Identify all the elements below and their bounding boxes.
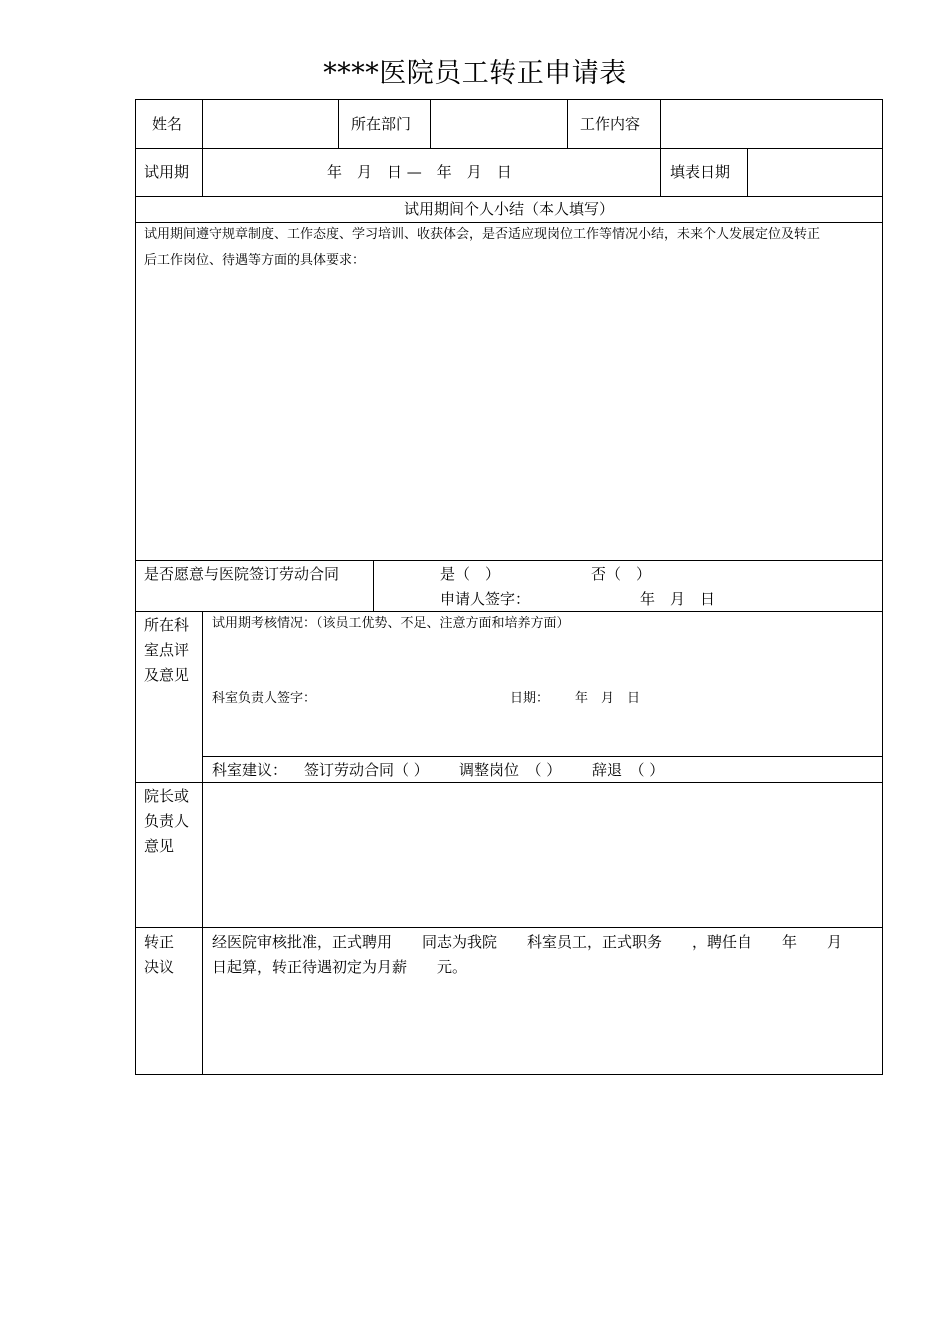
dept-head-signature-label: 科室负责人签字：	[212, 691, 317, 706]
rule-dept-suggestion	[202, 756, 883, 757]
decision-text-line1: 经医院审核批准，正式聘用 同志为我院 科室员工，正式职务 ，聘任自 年 月	[212, 933, 843, 951]
director-label-2: 负责人	[144, 812, 190, 830]
rule-r1-b	[338, 99, 339, 149]
rule-r1-c	[430, 99, 431, 149]
rule-summary-header	[135, 222, 883, 223]
rule-director-bottom	[135, 927, 883, 928]
application-form	[135, 99, 883, 1075]
rule-r1-e	[660, 99, 661, 149]
dept-review-label-3: 及意见	[144, 666, 190, 684]
rule-contract-bottom	[135, 611, 883, 612]
rule-summary-bottom	[135, 560, 883, 561]
rule-r2-c	[747, 148, 748, 197]
rule-row2	[135, 196, 883, 197]
department-label: 所在部门	[351, 115, 412, 133]
contract-no-option: 否（ ）	[591, 565, 652, 583]
rule-right	[882, 99, 883, 1075]
option-sign-contract: 签订劳动合同（ ）	[304, 761, 429, 779]
rule-top	[135, 99, 883, 100]
summary-instruction-line1: 试用期间遵守规章制度、工作态度、学习培训、收获体会，是否适应现岗位工作等情况小结，未来个人发展定位及转正	[144, 227, 821, 242]
contract-yes-option: 是（ ）	[440, 565, 501, 583]
dept-date-label: 日期：	[510, 691, 550, 706]
probation-label: 试用期	[144, 163, 190, 181]
rule-r2-b	[660, 148, 661, 197]
rule-r1-a	[202, 99, 203, 149]
option-adjust-position: 调整岗位 （ ）	[459, 761, 562, 779]
form-title: ****医院员工转正申请表	[323, 58, 627, 89]
director-label-1: 院长或	[144, 787, 190, 805]
applicant-signature-date: 年 月 日	[640, 590, 716, 608]
rule-contract	[373, 560, 374, 612]
fill-date-label: 填表日期	[670, 163, 731, 181]
name-label: 姓名	[152, 115, 183, 133]
dept-suggestion-label: 科室建议：	[212, 761, 288, 779]
rule-lower-labels	[202, 611, 203, 1075]
decision-label-2: 决议	[144, 958, 175, 976]
summary-instruction-line2: 后工作岗位、待遇等方面的具体要求：	[144, 253, 366, 268]
decision-text-line2: 日起算，转正待遇初定为月薪 元。	[212, 958, 468, 976]
decision-label-1: 转正	[144, 933, 175, 951]
dept-review-label-1: 所在科	[144, 616, 190, 634]
dept-date-value: 年 月 日	[575, 691, 641, 706]
rule-dept-bottom	[135, 782, 883, 783]
rule-r1-d	[567, 99, 568, 149]
director-label-3: 意见	[144, 837, 175, 855]
rule-left	[135, 99, 136, 1075]
contract-question: 是否愿意与医院签订劳动合同	[144, 565, 340, 583]
rule-r2-a	[202, 148, 203, 197]
applicant-signature-label: 申请人签字：	[440, 590, 531, 608]
rule-bottom	[135, 1074, 883, 1075]
rule-row1	[135, 148, 883, 149]
assessment-label: 试用期考核情况：（该员工优势、不足、注意方面和培养方面）	[212, 616, 570, 631]
summary-header: 试用期间个人小结（本人填写）	[403, 200, 614, 218]
option-dismiss: 辞退 （ ）	[592, 761, 665, 779]
work-content-label: 工作内容	[580, 115, 641, 133]
dept-review-label-2: 室点评	[144, 641, 190, 659]
probation-dates: 年 月 日 — 年 月 日	[327, 163, 512, 181]
